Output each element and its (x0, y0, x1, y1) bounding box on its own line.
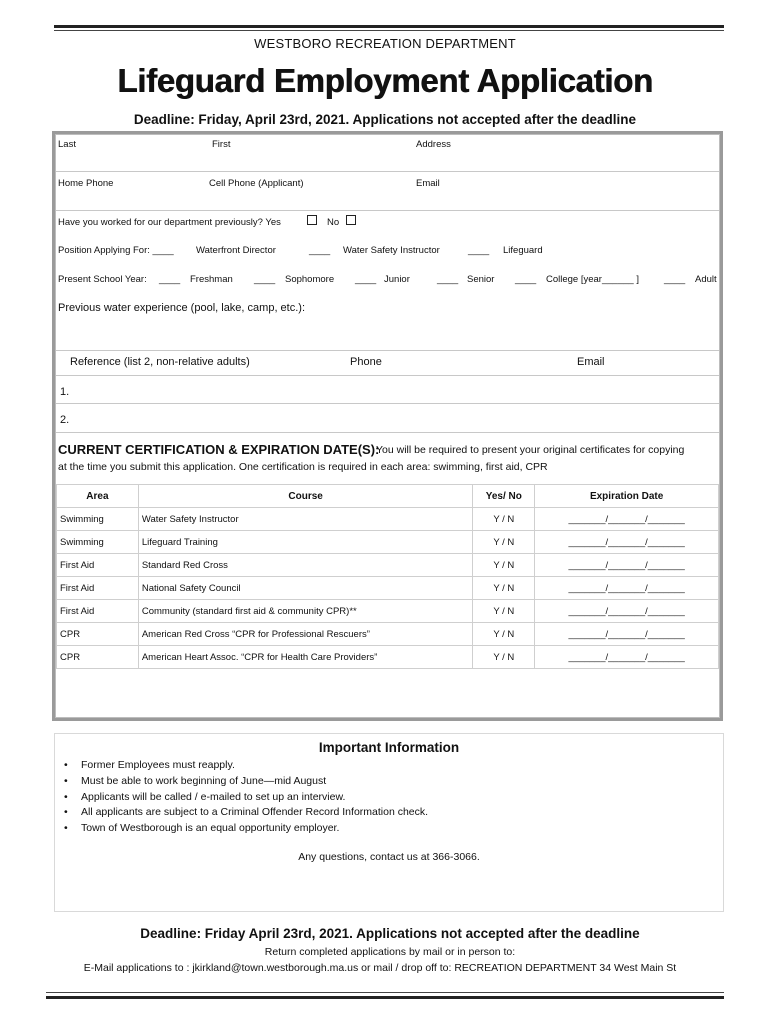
cell-area: First Aid (57, 577, 139, 600)
no-label: No (327, 217, 340, 228)
divider (56, 350, 719, 351)
divider (56, 171, 719, 172)
school-year-adult: Adult (695, 274, 717, 285)
cell-yes-no[interactable]: Y / N (473, 646, 535, 669)
list-item: • Must be able to work beginning of June—mid August (64, 774, 428, 790)
cell-expiration-date[interactable]: _______/_______/_______ (535, 531, 719, 554)
reference-phone-header: Phone (350, 356, 382, 368)
column-header-course: Course (138, 485, 473, 508)
cell-course: Lifeguard Training (138, 531, 473, 554)
cell-area: First Aid (57, 554, 139, 577)
school-year-senior: Senior (467, 274, 495, 285)
cell-yes-no[interactable]: Y / N (473, 531, 535, 554)
cell-yes-no[interactable]: Y / N (473, 623, 535, 646)
table-row (57, 600, 719, 623)
column-header-expiration-date: Expiration Date (535, 485, 719, 508)
list-item: • All applicants are subject to a Criminal Offender Record Information check. (64, 805, 428, 821)
certification-note-continued: at the time you submit this application. One certification is required in each area: swimming, first aid, CPR (58, 461, 548, 473)
school-year-junior: Junior (384, 274, 410, 285)
school-year-sophomore: Sophomore (285, 274, 335, 285)
column-header-area: Area (57, 485, 139, 508)
cell-area: CPR (57, 646, 139, 669)
previous-employment-question: Have you worked for our department previously? Yes (58, 217, 281, 228)
water-experience-field[interactable]: Previous water experience (pool, lake, camp, etc.): (58, 302, 306, 314)
cell-expiration-date[interactable]: _______/_______/_______ (535, 554, 719, 577)
cell-expiration-date[interactable]: _______/_______/_______ (535, 577, 719, 600)
cell-yes-no[interactable]: Y / N (473, 600, 535, 623)
cell-phone-field[interactable]: Cell Phone (Applicant) (209, 178, 304, 189)
email-field[interactable]: Email (416, 178, 440, 189)
school-year-blank[interactable]: ____ (515, 274, 537, 285)
table-header-row (57, 485, 719, 508)
top-rule-thick (54, 25, 724, 28)
divider (56, 432, 719, 433)
first-name-field[interactable]: First (212, 139, 231, 150)
divider (56, 210, 719, 211)
reference-row-2[interactable]: 2. (60, 414, 70, 426)
school-year-blank[interactable]: ____ (664, 274, 686, 285)
list-item: • Town of Westborough is an equal opportunity employer. (64, 821, 428, 837)
position-blank[interactable]: ____ (309, 245, 331, 256)
cell-yes-no[interactable]: Y / N (473, 508, 535, 531)
position-water-safety-instructor: Water Safety Instructor (343, 245, 440, 256)
school-year-blank[interactable]: ____ (159, 274, 181, 285)
references-label: Reference (list 2, non-relative adults) (70, 356, 250, 368)
school-year-blank[interactable]: ____ (254, 274, 276, 285)
cell-expiration-date[interactable]: _______/_______/_______ (535, 623, 719, 646)
cell-yes-no[interactable]: Y / N (473, 577, 535, 600)
cell-expiration-date[interactable]: _______/_______/_______ (535, 600, 719, 623)
list-item: • Former Employees must reapply. (64, 758, 428, 774)
position-lifeguard: Lifeguard (503, 245, 543, 256)
cell-course: Standard Red Cross (138, 554, 473, 577)
cell-course: Water Safety Instructor (138, 508, 473, 531)
cell-course: Community (standard first aid & community CPR)** (138, 600, 473, 623)
table-row (57, 531, 719, 554)
cell-expiration-date[interactable]: _______/_______/_______ (535, 508, 719, 531)
cell-course: American Heart Assoc. “CPR for Health Care Providers” (138, 646, 473, 669)
page-title: Lifeguard Employment Application (117, 62, 653, 99)
table-row (57, 623, 719, 646)
table-row (57, 508, 719, 531)
school-year-blank[interactable]: ____ (437, 274, 459, 285)
bottom-rule-thin (46, 992, 724, 993)
certification-note: You will be required to present your original certificates for copying (376, 444, 685, 456)
top-rule-thin (54, 30, 724, 31)
contact-questions: Any questions, contact us at 366-3066. (298, 851, 480, 863)
yes-checkbox[interactable] (307, 215, 317, 225)
no-checkbox[interactable] (346, 215, 356, 225)
position-label[interactable]: Position Applying For: ____ (58, 245, 174, 256)
cell-area: Swimming (57, 508, 139, 531)
list-item: • Applicants will be called / e-mailed to set up an interview. (64, 790, 428, 806)
certification-table (56, 484, 719, 669)
reference-row-1[interactable]: 1. (60, 386, 70, 398)
footer-deadline: Deadline: Friday April 23rd, 2021. Applications not accepted after the deadline (140, 926, 640, 941)
school-year-label: Present School Year: (58, 274, 147, 285)
important-info-title: Important Information (318, 740, 460, 755)
school-year-college[interactable]: College [year______ ] (546, 274, 639, 285)
position-blank[interactable]: ____ (468, 245, 490, 256)
cell-course: American Red Cross “CPR for Professional Rescuers” (138, 623, 473, 646)
department-name: WESTBORO RECREATION DEPARTMENT (254, 36, 516, 51)
cell-area: First Aid (57, 600, 139, 623)
cell-course: National Safety Council (138, 577, 473, 600)
school-year-freshman: Freshman (190, 274, 233, 285)
cell-yes-no[interactable]: Y / N (473, 554, 535, 577)
cell-area: Swimming (57, 531, 139, 554)
important-info-list (64, 758, 428, 837)
position-waterfront-director: Waterfront Director (196, 245, 276, 256)
school-year-blank[interactable]: ____ (355, 274, 377, 285)
reference-email-header: Email (577, 356, 605, 368)
cell-expiration-date[interactable]: _______/_______/_______ (535, 646, 719, 669)
email-instructions: E-Mail applications to : jkirkland@town.westborough.ma.us or mail / drop off to: RECREATION DEPARTMENT 34 West Main St (83, 962, 677, 974)
address-field[interactable]: Address (416, 139, 451, 150)
table-row (57, 554, 719, 577)
divider (56, 375, 719, 376)
table-row (57, 646, 719, 669)
certification-heading: CURRENT CERTIFICATION & EXPIRATION DATE(S): (58, 442, 380, 457)
bottom-rule-thick (46, 996, 724, 999)
home-phone-field[interactable]: Home Phone (58, 178, 114, 189)
cell-area: CPR (57, 623, 139, 646)
return-instructions: Return completed applications by mail or in person to: (264, 946, 516, 958)
column-header-yes-no: Yes/ No (473, 485, 535, 508)
divider (56, 403, 719, 404)
table-row (57, 577, 719, 600)
last-name-field[interactable]: Last (58, 139, 76, 150)
deadline-notice: Deadline: Friday, April 23rd, 2021. Applications not accepted after the deadline (133, 112, 637, 127)
